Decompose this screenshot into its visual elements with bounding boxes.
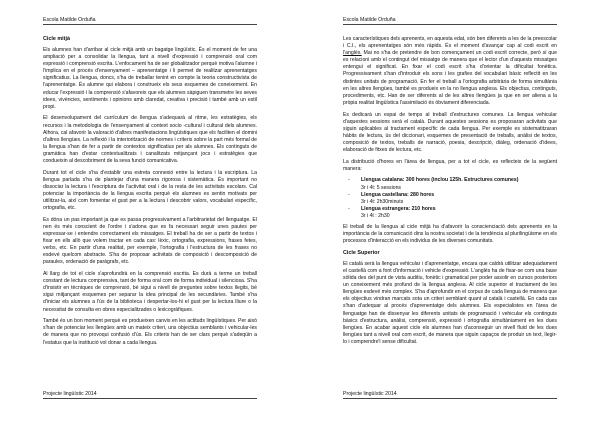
list-item-detail: 3r i 4t: 5 sessions [361,184,402,191]
list-item-detail: 3r i 4t: 2h30minuts [361,198,404,205]
page-header: Escola Matilde Orduña [343,17,557,25]
paragraph: El treball de la llengua al cicle mitjà ha d'afavorir la conscienciació dels aprenents en la importància de la comunicació dins la nostra societat i de la tendència al plurilingüisme en els processos d'interacció en els individus de les diverses comunitats. [343,224,557,245]
section-heading: Cicle Superior [343,249,380,256]
list-item [361,192,557,206]
underlined-word: l'anglès. [343,50,362,57]
list-item-detail: 3r i 4t : 2h30 [361,212,390,219]
text: Mai no s'ha de pretendre de bon començament un codi escrit correcte, però sí que es relacioni amb el contingut del missatge de manera que el lector d'un d'aquests missatges entengui el significat. En fixar el codi escrit s'ha d'orientar la dificultat fonètica. Progressivament s'han d'introduir els sons i les grafies del vocabulari bàsic reflectit en les distintes unitats de programació. En fer el treball a l'ortografia arbitrària de forma simultània en les altres llengües, també es produeix en la no llengua anglesa. Els objectius, continguts, procediments, etc. Han de ser diferents al de les altres llengües ja que en ser aliena a la pròpia realitat lingüística l'assimilació és òbviament diferenciada. [343,50,557,106]
paragraph: El desenvolupament del currículum de llengua s'adequarà al ritme, les estratègies, els recursos i la metodologia de l'ensenyament al context socio -cultural i cultural dels alumnes. Alhora, cal afavorir la valoració d'altres manifestacions lingüístiques que els faciliten el domini d'altres llengües. La reflexió i la interiorització de normes i criteris sobre la part més formal de la llengua s'han de fer a partir de contextos significatius per als alumnes. Els continguts de gramàtica han d'estar contextualitzats i canalitzats mitjançant jocs i estratègies que condueixin al descobriment de la seva funció comunicativa. [43,115,257,164]
paragraph: Es dóna un pas important ja que es passa progressivament a l'arbitrarietat del llenguatge. El nen és més conscient de l'ordre i s'adona que es fa necessari seguir unes pautes per expressar-se i entendre correctament els missatges. El treball ha de ser a partir de textos i fixar en ells allò que volem tractar en cada cas: lèxic, ortografia, expressions, frases fetes, verbs, etc. En partir d'una realitat, per exemple, l'ortografia i l'estructura de les frases no esdevé quelcom abstracte. S'ha de proposar activitats de composició i descomposició de paraules, ordenació de paràgrafs, etc. [43,216,257,266]
section-heading: Cicle mitjà [43,36,70,42]
paragraph: Els alumnes han d'arribar al cicle mitjà amb un bagatge lingüístic. És el moment de fer una ampliació per a consolidar la llengua, tant a nivell d'expressió i comprensió oral com expressió i comprensió escrita. L'enfocament ha de ser globalitzador perquè motiva l'alumne i l'implica en el procés d'ensenyament – aprenentatge i li permet de realitzar aprenentatges significatius. La llengua, doncs, s'ha de treballar tenint en compte la teoria constructivista de l'aprenentatge. És alumne qui elabora i construeix els seus esquemes de coneixement. En educar l'expressió i la comprensió s'afavoreix que els alumnes sàpiguen transmetre les seves idees, vivències, sentiments i opinions amb claredat, creativa i precisió i també amb un estil propi. [43,47,257,110]
page-body [343,36,557,351]
page-footer: Projecte lingüístic 2014 [343,391,557,399]
hours-list [343,177,557,220]
right-page [300,0,600,424]
page-footer: Projecte lingüístic 2014 [43,391,257,399]
paragraph: Durant tot el cicle s'ha d'establir una estreta connexió entre la lectura i la escriptura. La llengua parlada s'ha de plantejar d'una manera rigorosa i sistemàtica. És important no dissociar la lectura i l'escriptura de l'activitat oral i de la resta de les activitats escolars. Cal potenciar la importància de la llengua escrita perquè els alumnes es sentin motivats per utilitzar-la, així com fomentar el gust per a la lectura i descobrir valors, vocabulari específic, ortografia, etc. [43,169,257,212]
paragraph: El català serà la llengua vehicular i d'aprenentatge, encara que caldrà utilitzar adequadament el castellà com a font d'informació i vehicle d'expressió. L'anglès ha de fixar-se com una base sòlida des del punt de vista auditiu, fonètic i gramatical per poder assolir en cursos posteriors un coneixement més profund de la llengua anglesa. Al cicle superior el tractament de les llengües esdevé més complex. S'ha d'aprofundir en el corpus de cada llengua de manera que els objectius vindran marcats sota un criteri semblant quant al català i castellà. En cada cas s'han d'adequar al procés d'aprenentatge dels alumnes. Els especialistes en l'àrea de llenguatge han de dissenyar les diferents unitats de programació i vehicular els continguts bàsics d'estructura, anàlisi, comprensió, expressió i ortografia simultàniament en les dues llengües. En acabar aquest cicle els alumnes han d'aconseguir un nivell fluid de les dues llengües tant a nivell oral com escrit, de manera que siguin capaços de produir un text, llegir-lo i comprendre'l sense dificultat. [343,260,557,345]
paragraph: Es dedicarà un espai de temps al treball d'estructures comunes. La llengua vehicular d'aquestes sessions serà el català. Durant aquestes sessions es proposaran activitats que siguin aplicables al tractament específic de cada llengua. Per exemple es sistematitzaran hàbits de lectura, ús del diccionari, esquemes de presentació de treballs, anàlisi de textos, composició de textos, treballs de narració, poesia, descripció, diàleg, ordenació d'idees, elaboració de fitxes de lectura, etc. [343,111,557,153]
page-header: Escola Matilde Orduña [43,17,257,25]
text: Les característiques dels aprenents, en aquesta edat, són ben diferents a les de la preescolar i C.I., els aprenentatges són més ràpids. És el moment d'avançar cap al codi escrit en [343,36,557,50]
list-item-label: - Llengua castellana: 280 hores [361,191,435,198]
list-item [361,206,557,220]
paragraph: La distribució d'hores en l'àrea de llengua, per a tot el cicle, es reflecteix de la següent manera: [343,158,557,172]
page-body [43,36,257,351]
paragraph: Al llarg de tot el cicle s'aprofundirà en la comprensió escrita. Es durà a terme un treball constant de lectura comprensiva, tant de forma oral com de forma individual i silenciosa. S'ha d'insistir en tècniques de comprensió, bé sigui a nivell de preguntes sobre textos llegits, bé sigui mitjançant esquemes per separar la idea principal de les secundàries. També s'ha d'iniciar els alumnes a l'ús de la biblioteca i despertar-los-hi el gust per la lectura lliure o la necessitat de consulta en obres especialitzades o lexicogràfiques. [43,271,257,313]
list-item [361,177,557,191]
list-item-label: - Llengua catalana: 300 hores (inclou 125h. Estructures comunes) [361,177,519,184]
paragraph: També és un bon moment perquè es produeixen canvis en les actituds lingüístiques. Per això s'han de potenciar les llengües amb un mateix criteri, uns objectius semblants i vehicular-les de manera que no provoqui confusió d'ús. Els criteris han de ser clars perquè s'adeqüin a l'estatus que la institució vol donar a cada llengua. [43,318,257,346]
list-item-label: - Llengua estrangera: 210 hores [361,205,436,212]
paragraph [343,36,557,107]
